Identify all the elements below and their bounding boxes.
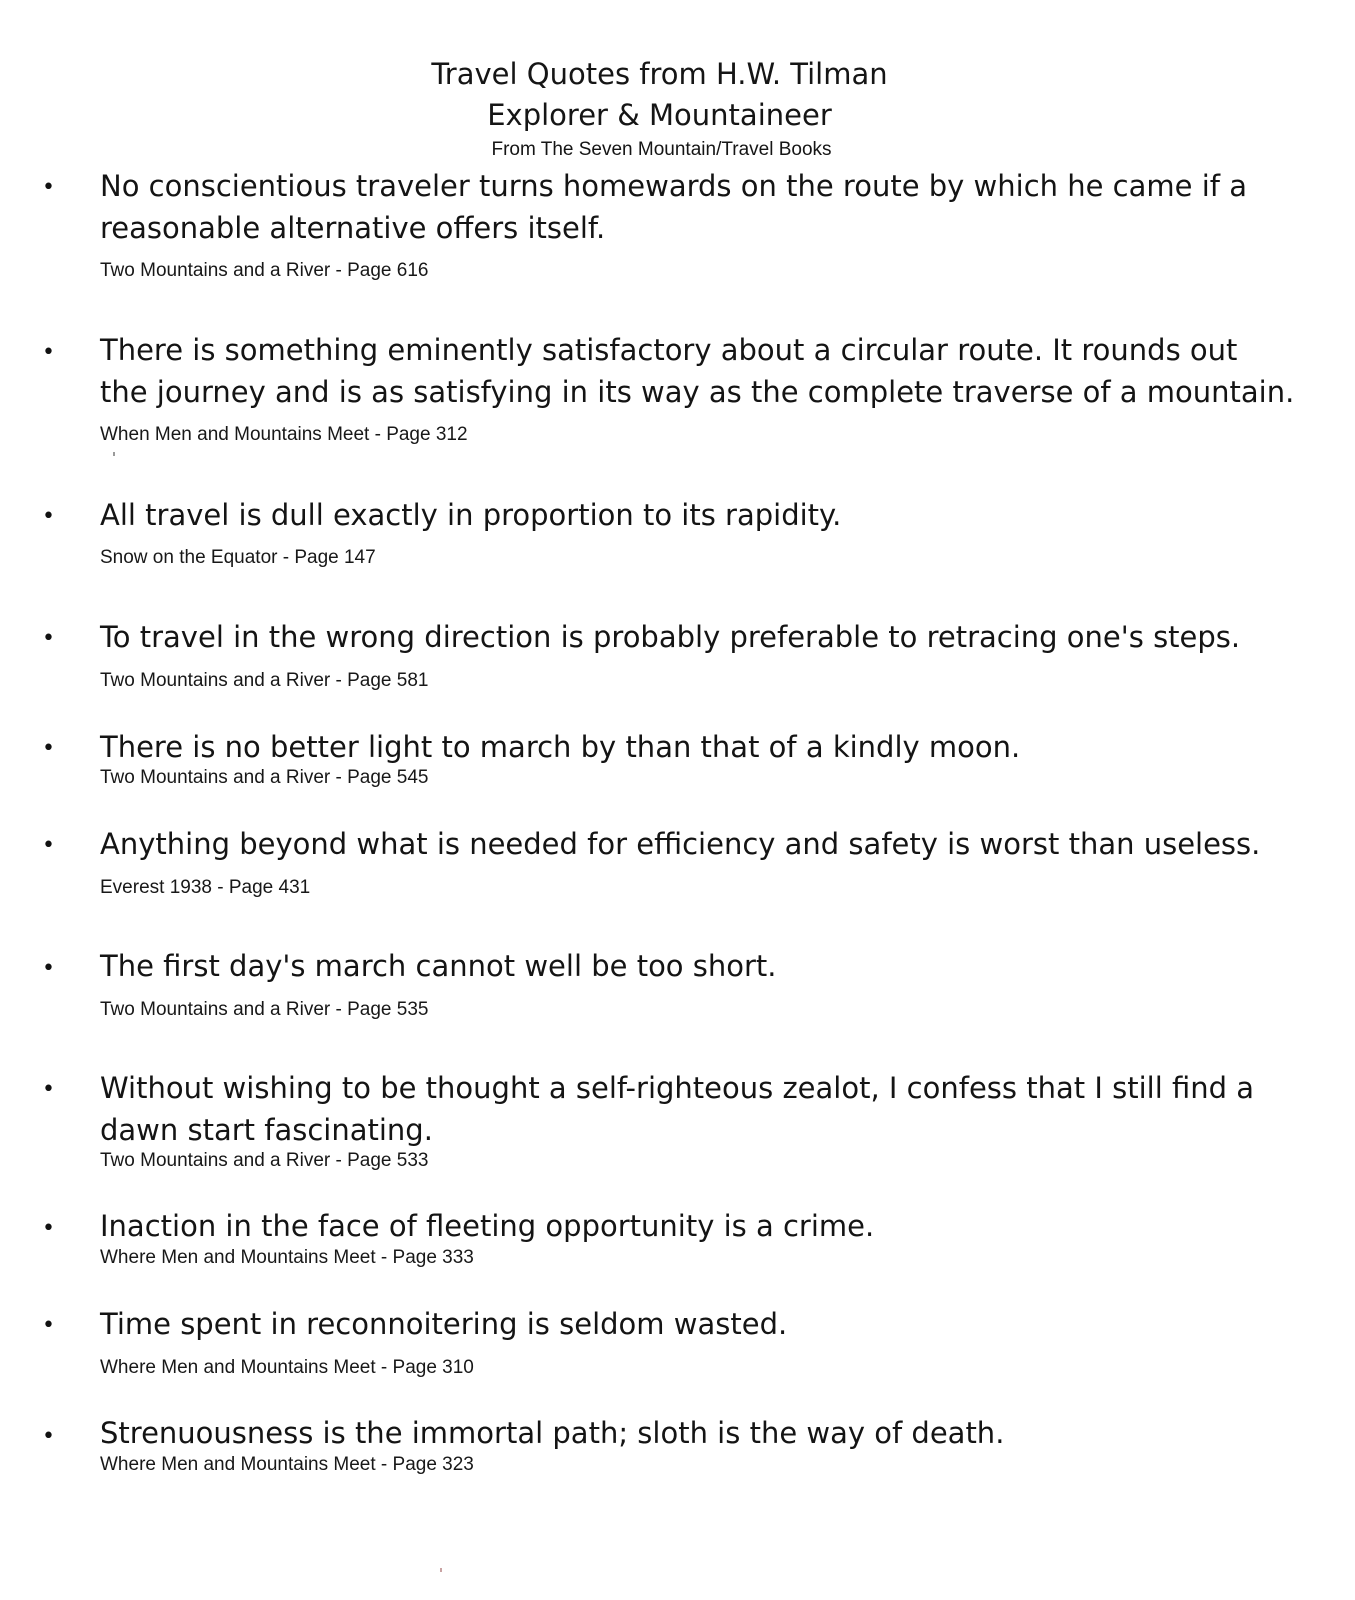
quote-text xyxy=(100,165,1315,249)
quote-text xyxy=(100,616,1315,658)
quote-line: The first day's march cannot well be too short. xyxy=(100,949,777,983)
quote-text xyxy=(100,494,1315,536)
page-title: Travel Quotes from H.W. Tilman xyxy=(431,57,888,91)
quote-line: Inaction in the face of fleeting opportunity is a crime. xyxy=(100,1209,875,1243)
scan-speck xyxy=(113,452,115,456)
quote-source: When Men and Mountains Meet - Page 312 xyxy=(100,424,468,445)
quote-line: Anything beyond what is needed for efficiency and safety is worst than useless. xyxy=(100,827,1261,861)
quote-line: dawn start fascinating. xyxy=(100,1113,433,1147)
quote-text xyxy=(100,945,1315,987)
quote-line: Strenuousness is the immortal path; sloth is the way of death. xyxy=(100,1416,1005,1450)
quote-line: the journey and is as satisfying in its way as the complete traverse of a mountain. xyxy=(100,375,1295,409)
quote-source: Where Men and Mountains Meet - Page 310 xyxy=(100,1357,474,1378)
quote-text xyxy=(100,823,1315,865)
bullet-icon: • xyxy=(42,1077,55,1102)
quote-text xyxy=(100,1303,1315,1345)
bullet-icon: • xyxy=(42,626,55,651)
quote-source: Two Mountains and a River - Page 581 xyxy=(100,670,429,691)
quote-line: Without wishing to be thought a self-righteous zealot, I confess that I still find a xyxy=(100,1071,1255,1105)
bullet-icon: • xyxy=(42,1216,55,1241)
quote-text xyxy=(100,1205,1315,1247)
quote-text xyxy=(100,329,1315,413)
bullet-icon: • xyxy=(42,736,55,761)
quote-line: Time spent in reconnoitering is seldom wasted. xyxy=(100,1307,788,1341)
quote-text xyxy=(100,1412,1315,1454)
quote-line: To travel in the wrong direction is probably preferable to retracing one's steps. xyxy=(100,620,1241,654)
quote-source: Two Mountains and a River - Page 545 xyxy=(100,767,429,788)
page-subtitle: From The Seven Mountain/Travel Books xyxy=(491,139,832,160)
page-title-subject: Explorer & Mountaineer xyxy=(487,98,832,132)
quote-text xyxy=(100,726,1315,768)
quote-source: Where Men and Mountains Meet - Page 333 xyxy=(100,1247,474,1268)
quote-line: There is no better light to march by than that of a kindly moon. xyxy=(100,730,1021,764)
bullet-icon: • xyxy=(42,956,55,981)
bullet-icon: • xyxy=(42,833,55,858)
quote-line: All travel is dull exactly in proportion to its rapidity. xyxy=(100,498,842,532)
scan-speck xyxy=(440,1568,442,1572)
quote-source: Two Mountains and a River - Page 533 xyxy=(100,1150,429,1171)
bullet-icon: • xyxy=(42,1424,55,1449)
quote-text xyxy=(100,1067,1315,1151)
quote-source: Two Mountains and a River - Page 535 xyxy=(100,999,429,1020)
bullet-icon: • xyxy=(42,175,55,200)
bullet-icon: • xyxy=(42,1313,55,1338)
quote-line: reasonable alternative offers itself. xyxy=(100,211,606,245)
quote-line: No conscientious traveler turns homewards on the route by which he came if a xyxy=(100,169,1247,203)
quote-source: Two Mountains and a River - Page 616 xyxy=(100,260,429,281)
quote-source: Everest 1938 - Page 431 xyxy=(100,877,311,898)
bullet-icon: • xyxy=(42,340,55,365)
quote-source: Snow on the Equator - Page 147 xyxy=(100,547,376,568)
quote-line: There is something eminently satisfactory about a circular route. It rounds out xyxy=(100,333,1238,367)
quote-source: Where Men and Mountains Meet - Page 323 xyxy=(100,1454,474,1475)
bullet-icon: • xyxy=(42,504,55,529)
